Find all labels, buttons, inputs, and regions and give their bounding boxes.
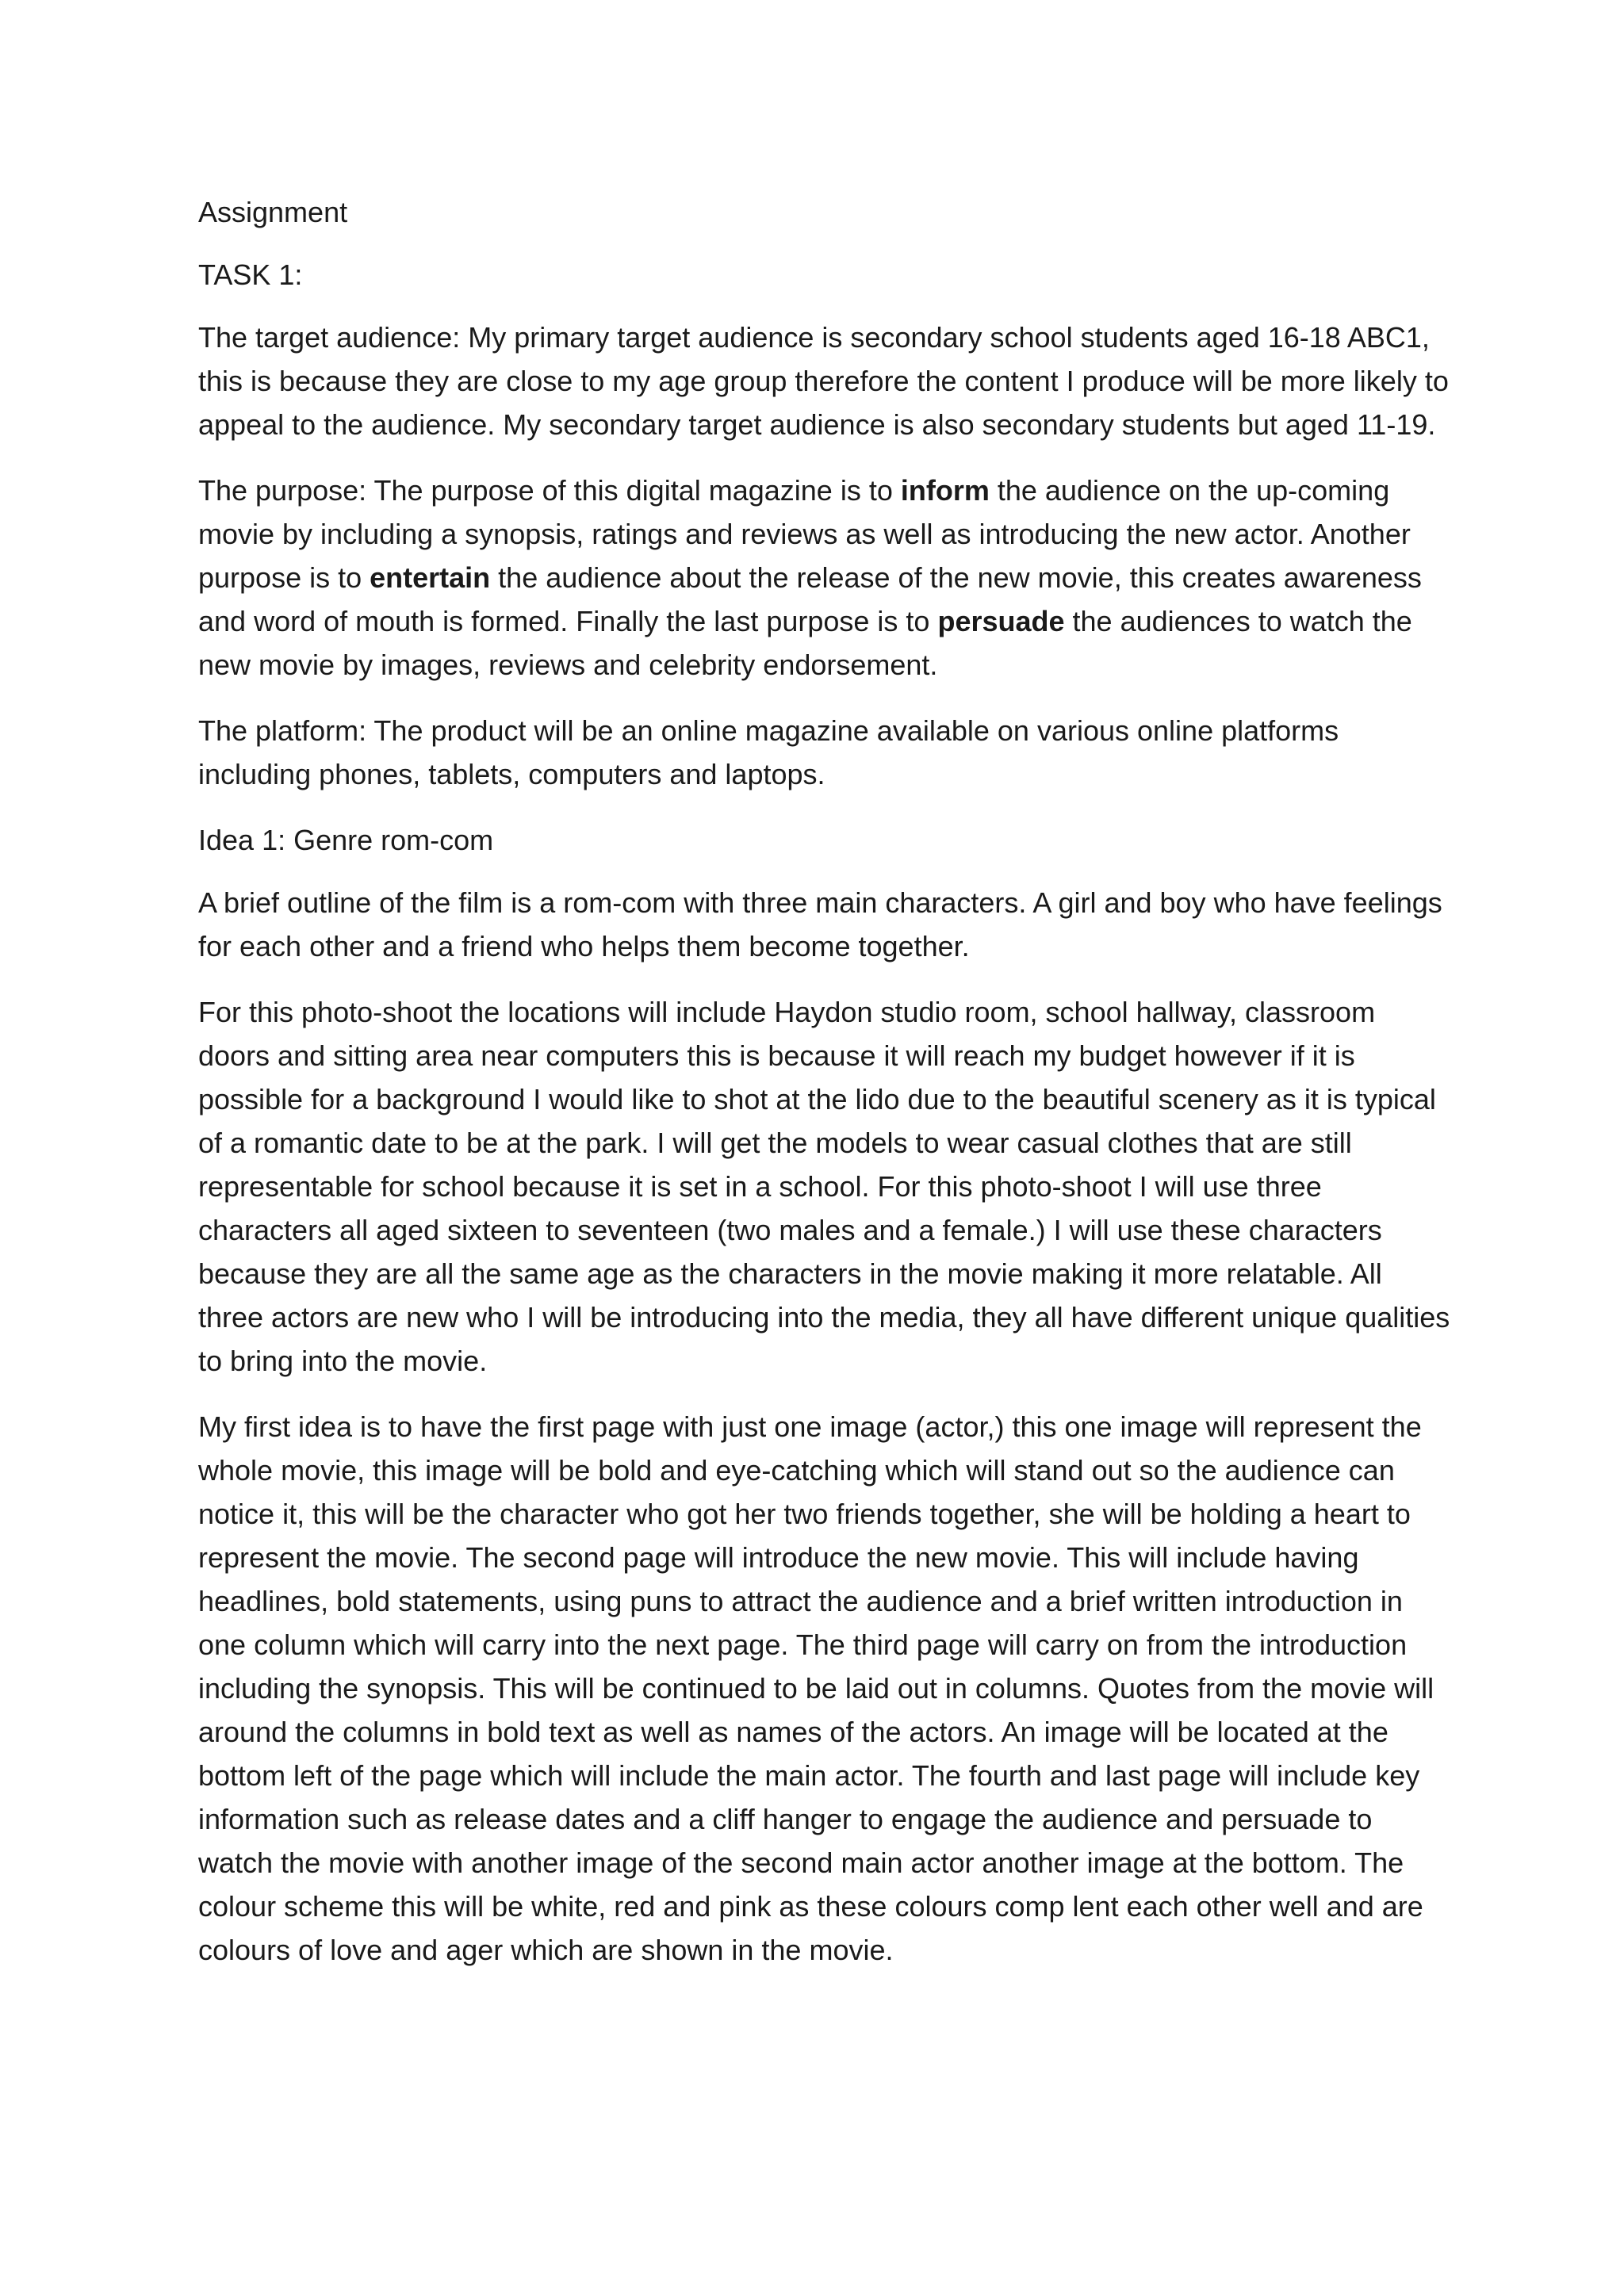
purpose-bold-persuade: persuade <box>937 605 1065 637</box>
platform-paragraph: The platform: The product will be an online magazine available on various online platforms including phones, tablets, computers and laptops. <box>198 714 1339 790</box>
first-idea-paragraph: My first idea is to have the first page with just one image (actor,) this one image will represent the whole movie, this image will be bold and eye-catching which will stand out so the audience can notice it, this will be the character who got her two friends together, she will be holding a heart to represent the movie. The second page will introduce the new movie. This will include having headlines, bold statements, using puns to attract the audience and a brief written introduction in one column which will carry into the next page. The third page will carry on from the introduction including the synopsis. This will be continued to be laid out in columns. Quotes from the movie will around the columns in bold text as well as names of the actors. An image will be located at the bottom left of the page which will include the main actor. The fourth and last page will include key information such as release dates and a cliff hanger to engage the audience and persuade to watch the movie with another image of the second main actor another image at the bottom. The colour scheme this will be white, red and pink as these colours comp lent each other well and are colours of love and ager which are shown in the movie. <box>198 1410 1434 1966</box>
task-heading: TASK 1: <box>198 258 303 291</box>
outline-paragraph: A brief outline of the film is a rom-com with three main characters. A girl and boy who have feelings for each other and a friend who helps them become together. <box>198 886 1442 962</box>
target-audience-paragraph: The target audience: My primary target audience is secondary school students aged 16-18 ABC1, this is because they are close to my age group therefore the content I produce will be more likely to appeal to the audience. My secondary target audience is also secondary students but aged 11-19. <box>198 321 1449 441</box>
purpose-text-2: the audience on the up-coming movie by including a synopsis, ratings and reviews as well as introducing the new actor. Another purpose is to <box>198 474 1411 594</box>
idea-heading: Idea 1: Genre rom-com <box>198 824 494 856</box>
document-page <box>198 190 1451 1994</box>
document-title: Assignment <box>198 196 348 228</box>
purpose-bold-inform: inform <box>900 474 990 507</box>
purpose-text-1: The purpose: The purpose of this digital magazine is to <box>198 474 901 507</box>
purpose-paragraph <box>198 469 1451 687</box>
purpose-text-3: the audience about the release of the new movie, this creates awareness and word of mouth is formed. Finally the last purpose is to <box>198 561 1422 637</box>
purpose-bold-entertain: entertain <box>370 561 491 594</box>
purpose-text-4: the audiences to watch the new movie by images, reviews and celebrity endorsement. <box>198 605 1412 681</box>
photoshoot-paragraph: For this photo-shoot the locations will include Haydon studio room, school hallway, classroom doors and sitting area near computers this is because it will reach my budget however if it is possible for a background I would like to shot at the lido due to the beautiful scenery as it is typical of a romantic date to be at the park. I will get the models to wear casual clothes that are still representable for school because it is set in a school. For this photo-shoot I will use three characters all aged sixteen to seventeen (two males and a female.) I will use these characters because they are all the same age as the characters in the movie making it more relatable. All three actors are new who I will be introducing into the media, they all have different unique qualities to bring into the movie. <box>198 996 1450 1377</box>
